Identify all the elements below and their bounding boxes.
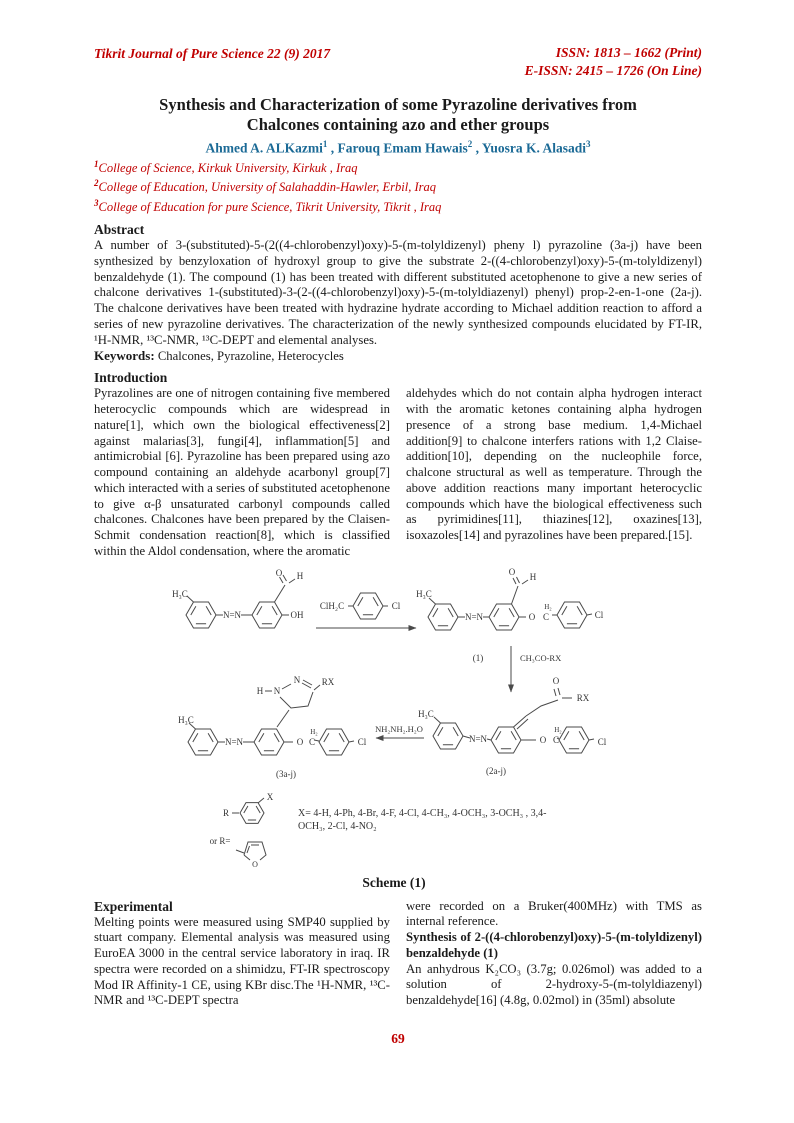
rx-label: RX bbox=[321, 676, 335, 687]
keywords-label: Keywords: bbox=[94, 348, 155, 364]
author-sep-1: , bbox=[327, 140, 338, 156]
experimental-left-text: Melting points were measured using SMP40 supplied by stuart company. Elemental analysis was measured using EuroEA 3000 in the central service laboratory in iraq. IR spectra were recorded on a shimidzu, FT-IR spectroscopy Mod IR Affinity-1 CE, using KBr disc.The ¹H-NMR, ¹³C-NMR and ¹³C-DEPT spectra bbox=[94, 914, 390, 1008]
issn-print: ISSN: 1813 – 1662 (Print) bbox=[555, 45, 702, 60]
x-label: X bbox=[266, 791, 274, 802]
benzyl-chloride-label: ClH₂C bbox=[319, 600, 345, 611]
page-number: 69 bbox=[391, 1031, 405, 1047]
ether-o-label: O bbox=[539, 734, 547, 745]
methylene-c-label: C bbox=[542, 611, 550, 622]
azo-label: N=N bbox=[464, 611, 484, 622]
affiliation-3 bbox=[94, 197, 702, 216]
azo-label: N=N bbox=[468, 733, 488, 744]
authors-line bbox=[94, 139, 702, 157]
chloro-label: Cl bbox=[357, 736, 367, 747]
experimental-right-p2: An anhydrous K₂CO₃ (3.7g; 0.026mol) was added to a solution of 2-hydroxy-5-(m-tolyldiazenyl) benzaldehyde[16] (4.8g, 0.02mol) in (35ml) absolute bbox=[406, 961, 702, 1008]
experimental-left-column bbox=[94, 899, 390, 1010]
abstract-heading: Abstract bbox=[94, 222, 145, 238]
methylene-h2-label: H₂ bbox=[310, 727, 318, 736]
paper-title-line1: Synthesis and Characterization of some Pyrazoline derivatives from bbox=[159, 95, 637, 115]
methyl-label: H₃C bbox=[418, 708, 434, 719]
methylene-c-label: C bbox=[308, 736, 316, 747]
affiliation-3-sup: 3 bbox=[94, 197, 99, 208]
compound-3-label: (3a-j) bbox=[276, 768, 296, 779]
synthesis-heading: Synthesis of 2-((4-chlorobenzyl)oxy)-5-(m-tolyldizenyl) benzaldehyde (1) bbox=[406, 930, 702, 960]
keywords-line bbox=[94, 348, 702, 364]
affiliation-1-text: College of Science, Kirkuk University, Kirkuk , Iraq bbox=[98, 161, 358, 176]
r-label: R bbox=[222, 807, 230, 818]
n1-label: N bbox=[273, 685, 281, 696]
aldehyde-h-label: H bbox=[529, 571, 537, 582]
author-1-sup: 1 bbox=[322, 138, 328, 149]
affiliations bbox=[94, 158, 702, 216]
reaction-scheme bbox=[86, 566, 702, 891]
page-header bbox=[94, 44, 702, 79]
chloro-label: Cl bbox=[391, 600, 401, 611]
keywords-text: Chalcones, Pyrazoline, Heterocycles bbox=[154, 349, 344, 364]
aldehyde-o-label: O bbox=[508, 566, 516, 577]
affiliation-2-text: College of Education, University of Salahaddin-Hawler, Erbil, Iraq bbox=[98, 180, 436, 195]
experimental-right-p1: were recorded on a Bruker(400MHz) with TMS as internal reference. bbox=[406, 898, 702, 929]
ether-o-label: O bbox=[528, 611, 536, 622]
scheme-atom-labels bbox=[172, 567, 607, 868]
rx-label: RX bbox=[576, 692, 590, 703]
author-sep-2: , bbox=[472, 140, 482, 156]
affiliation-1 bbox=[94, 158, 702, 177]
introduction-columns bbox=[94, 386, 702, 559]
author-3: Yuosra K. Alasadi bbox=[481, 140, 587, 156]
aldehyde-o-label: O bbox=[275, 567, 283, 578]
compound-2-label: (2a-j) bbox=[486, 765, 506, 776]
methyl-label: H₃C bbox=[172, 588, 188, 599]
methyl-label: H₃C bbox=[416, 588, 432, 599]
affiliation-1-sup: 1 bbox=[94, 159, 99, 170]
methyl-label: H₃C bbox=[178, 714, 194, 725]
paper-title bbox=[94, 95, 702, 135]
methylene-h2-label: H₂ bbox=[544, 602, 552, 611]
issn-online: E-ISSN: 2415 – 1726 (On Line) bbox=[524, 62, 702, 78]
chloro-label: Cl bbox=[594, 609, 604, 620]
author-2: Farouq Emam Hawais bbox=[337, 140, 468, 156]
author-3-sup: 3 bbox=[586, 138, 591, 149]
experimental-columns bbox=[94, 899, 702, 1010]
experimental-heading: Experimental bbox=[94, 898, 173, 914]
affiliation-2 bbox=[94, 177, 702, 196]
x-substituents-line2: OCH₃, 2-Cl, 4-NO₂ bbox=[298, 820, 377, 832]
introduction-right-column: aldehydes which do not contain alpha hydrogen interact with the aromatic ketones containing alpha hydrogen presence of a strong base medium. 1,4-Michael addition[9] to chalcone interfers rations with 1,2 Claise-addition[10], depending on the nucleophile force, chalcone structural as well as temperature. Through the above addition reactions many important heterocyclic compounds which have the biological effectiveness such as pyrimidines[11], thiazines[12], oxazines[13], isoxazoles[14] and pyrazolines have been prepared.[15]. bbox=[406, 386, 702, 543]
hydroxyl-label: OH bbox=[290, 609, 304, 620]
methylene-h2-label: H₂ bbox=[554, 725, 562, 734]
aldehyde-h-label: H bbox=[296, 570, 304, 581]
introduction-left-column: Pyrazolines are one of nitrogen containing five membered heterocyclic compounds which are widespread in nature[1], which own the biological effectiveness[2] against malarias[3], fungi[4], inflammation[5] and antimicrobial [6]. Pyrazoline has been prepared using azo compound containing an aldehyde acarbonyl group[7] which interacted with a series of substituted acetophenone to give α-β unsaturated carbonyl compounds called chalcones. Chalcones have been prepared by the Claisen-Schmit condensation reaction[8], which is classified within the Aldol condensation, where the aromatic bbox=[94, 386, 390, 558]
or-r-label: or R= bbox=[209, 835, 231, 846]
compound-1-label: (1) bbox=[472, 652, 484, 663]
introduction-heading: Introduction bbox=[94, 370, 168, 386]
abstract-body: A number of 3-(substituted)-5-(2((4-chlorobenzyl)oxy)-5-(m-tolyldizenyl) pheny l) pyrazoline (3a-j) have been synthesized by benzyloxation of hydroxyl group to give the substrate 2-((4-chlorobenzyl)oxy)-5-(m-tolyldizenyl) benzaldehyde (1). The compound (1) has been treated with different substituted acetophenone to give a new series of chalcone derivatives 1-(substituted)-3-(2-((4-chlorobenzyl)oxy)-5-(m-tolyldiazenyl) phenyl) prop-2-en-1-one (2a-j). The chalcone derivatives have been treated with hydrazine hydrate according to Michael addition reaction to afford a series of new pyrazoline derivatives. The characterization of the newly synthesized compounds elucidated by FT-IR, ¹H-NMR, ¹³C-NMR, ¹³C-DEPT and elemental analyses. bbox=[94, 238, 702, 347]
hydrazine-label: NH₂NH₂.H₂O bbox=[375, 723, 423, 734]
azo-label: N=N bbox=[222, 609, 242, 620]
methylene-c-label: C bbox=[552, 734, 560, 745]
chloro-label: Cl bbox=[597, 736, 607, 747]
experimental-right-column bbox=[406, 899, 702, 1010]
x-substituents-line1: X= 4-H, 4-Ph, 4-Br, 4-F, 4-Cl, 4-CH₃, 4-OCH₃, 3-OCH₃ , 3,4- bbox=[298, 807, 547, 819]
azo-label: N=N bbox=[224, 736, 244, 747]
issn-block bbox=[525, 44, 702, 79]
affiliation-3-text: College of Education for pure Science, Tikrit University, Tikrit , Iraq bbox=[98, 199, 442, 214]
author-1: Ahmed A. ALKazmi bbox=[205, 140, 323, 156]
author-2-sup: 2 bbox=[467, 138, 473, 149]
ether-o-label: O bbox=[296, 736, 304, 747]
scheme-figure bbox=[86, 566, 706, 868]
furan-o-label: O bbox=[252, 859, 258, 868]
acylation-reagent-label: CH₃CO-RX bbox=[520, 652, 562, 663]
paper-title-line2: Chalcones containing azo and ether groups bbox=[246, 114, 550, 134]
nh-h-label: H bbox=[256, 685, 264, 696]
scheme-caption: Scheme (1) bbox=[362, 874, 426, 890]
journal-title: Tikrit Journal of Pure Science 22 (9) 2017 bbox=[94, 46, 331, 61]
affiliation-2-sup: 2 bbox=[94, 178, 99, 189]
carbonyl-o-label: O bbox=[552, 675, 560, 686]
n2-label: N bbox=[293, 674, 301, 685]
